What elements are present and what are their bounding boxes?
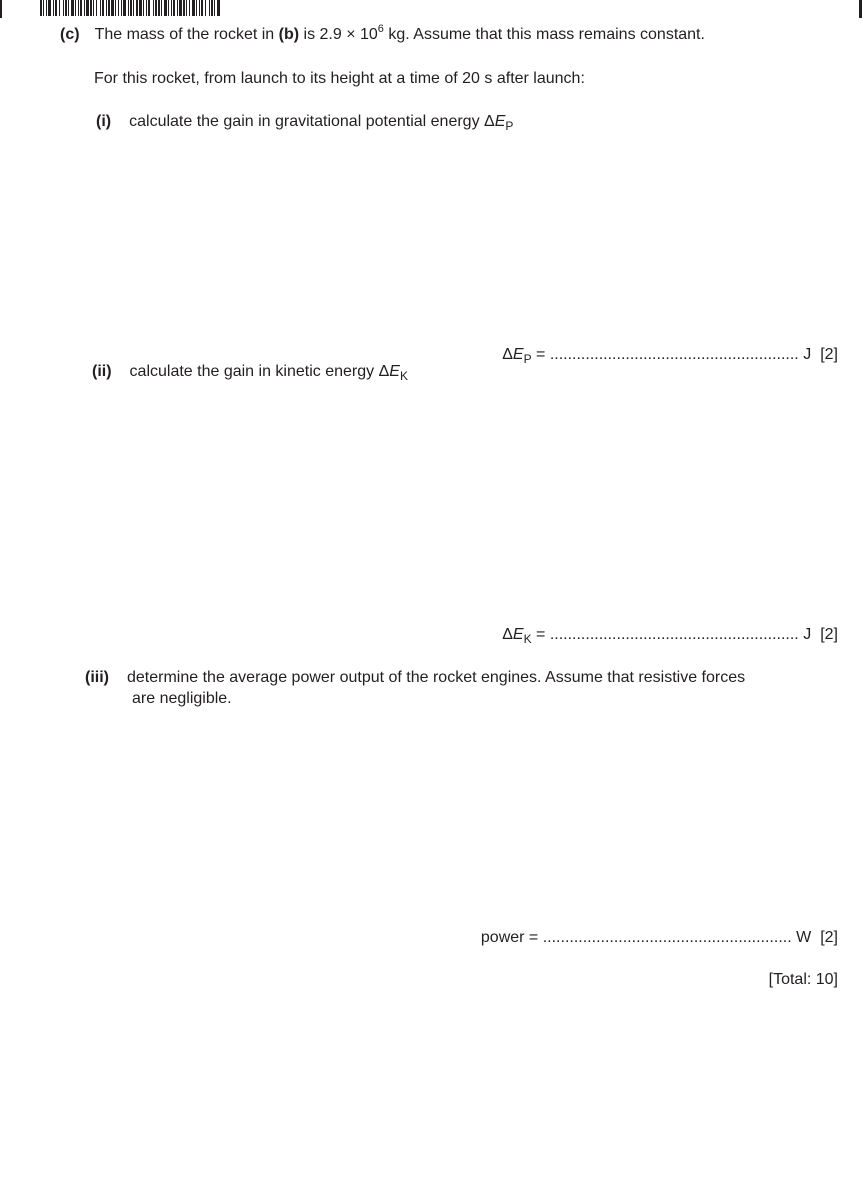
sub-ii-label: (ii) bbox=[92, 363, 112, 380]
sub-i-label: (i) bbox=[96, 113, 112, 130]
part-c-label: (c) bbox=[60, 26, 80, 43]
sub-question-iii bbox=[85, 669, 745, 687]
sub-iii-label: (iii) bbox=[85, 669, 109, 686]
corner-mark-left bbox=[0, 0, 2, 18]
barcode-icon bbox=[40, 0, 342, 16]
sub-iii-line1: determine the average power output of the rocket engines. Assume that resistive forces bbox=[127, 669, 746, 686]
sub-ii-text: calculate the gain in kinetic energy $\Delta E_K$ bbox=[129, 363, 408, 383]
sub-i-text: calculate the gain in gravitational potential energy $\Delta E_P$ bbox=[129, 113, 514, 133]
marks-label: [2] bbox=[820, 346, 838, 363]
answer-dots: ........................................................ bbox=[549, 626, 799, 643]
part-c-text: The mass of the rocket in (b) is $2.9 \times 10^6$ kg. Assume that this mass remains constant. bbox=[94, 23, 705, 43]
answer-line-power[interactable]: power = ........................................................ W [2] bbox=[480, 929, 838, 946]
total-marks: [Total: 10] bbox=[768, 971, 838, 988]
part-c-stem bbox=[60, 23, 705, 44]
part-c-intro: For this rocket, from launch to its height at a time of 20 s after launch: bbox=[94, 70, 585, 87]
sub-question-ii bbox=[92, 363, 408, 381]
answer-line-delta-ep[interactable]: $\Delta E_P$ = ........................................................ J [2] bbox=[502, 346, 838, 366]
sub-iii-line2: are negligible. bbox=[132, 690, 232, 707]
answer-dots: ........................................................ bbox=[542, 929, 792, 946]
answer-line-delta-ek[interactable]: $\Delta E_K$ = ........................................................ J [2] bbox=[502, 626, 838, 646]
marks-label: [2] bbox=[820, 929, 838, 946]
sub-question-i bbox=[96, 113, 513, 131]
marks-label: [2] bbox=[820, 626, 838, 643]
answer-dots: ........................................................ bbox=[549, 346, 799, 363]
